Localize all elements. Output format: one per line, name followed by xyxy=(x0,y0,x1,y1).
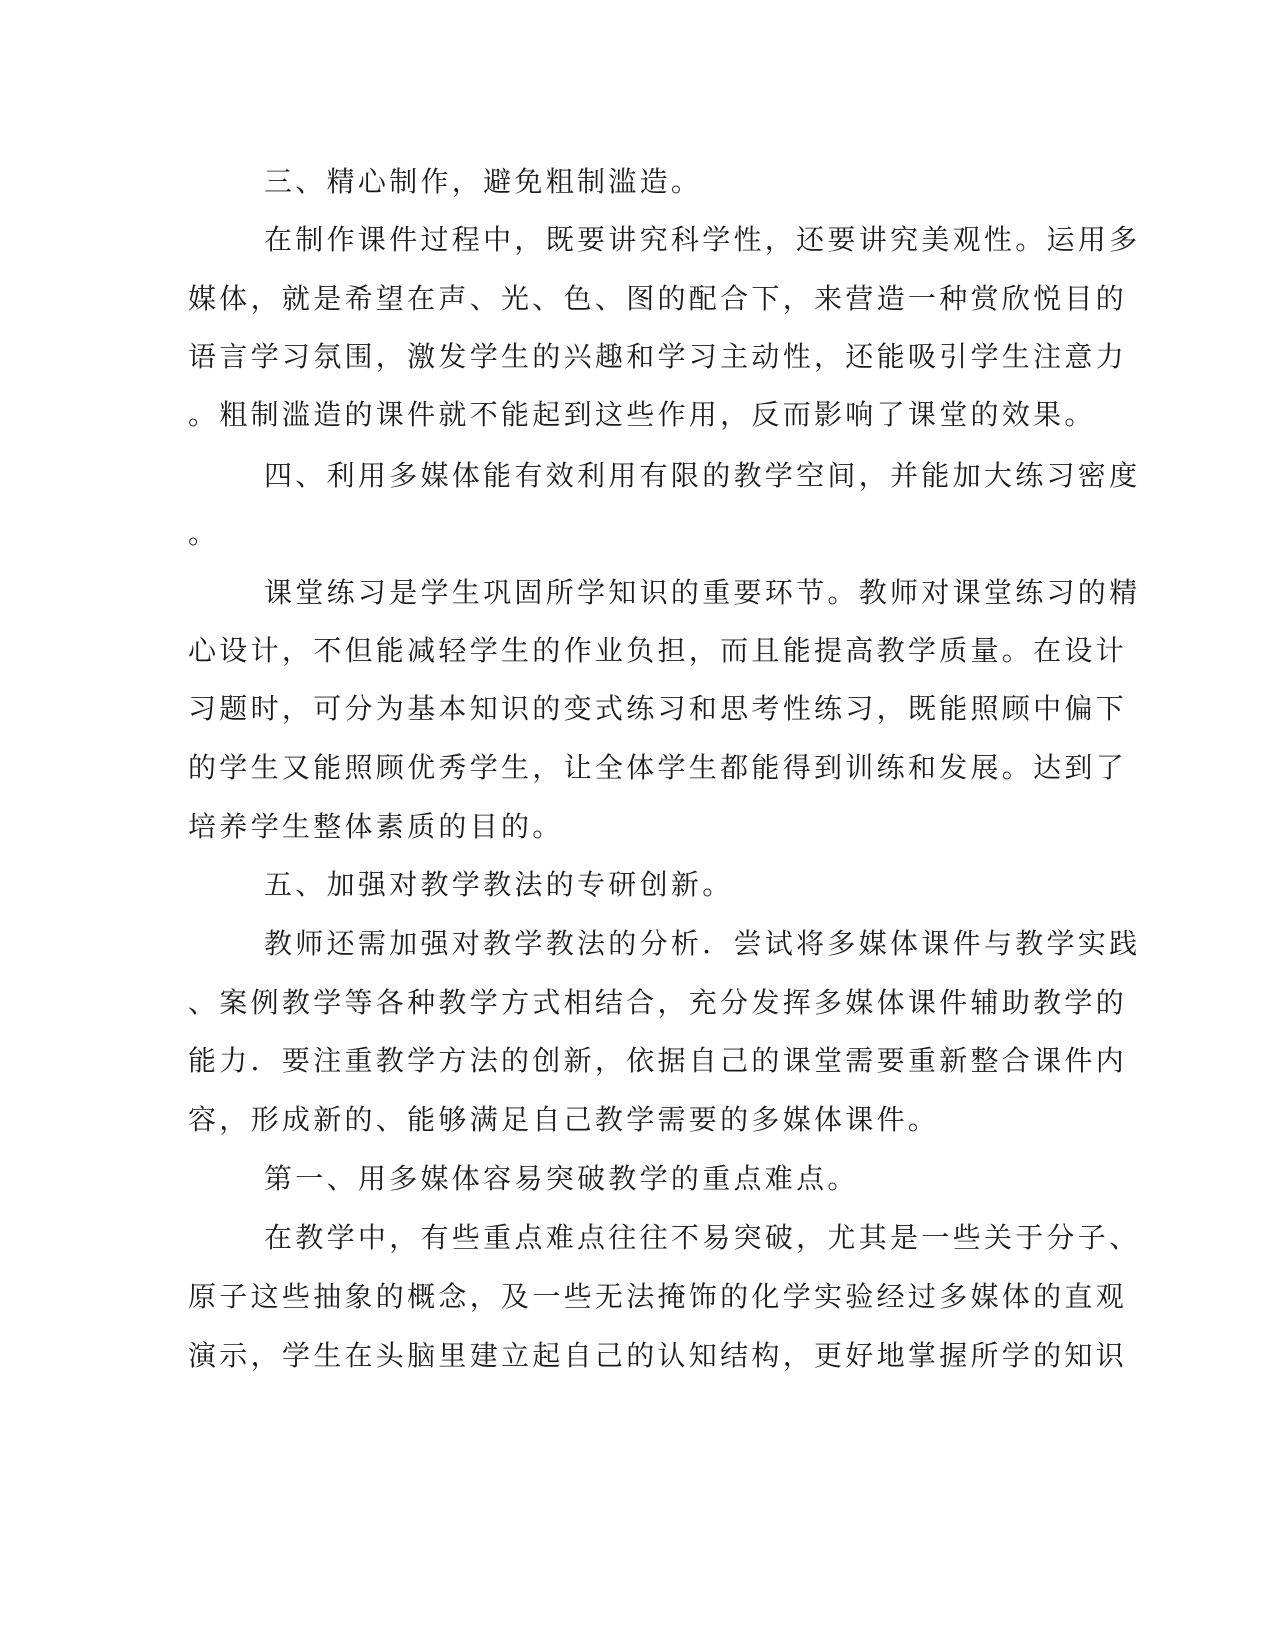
paragraph-line: 课堂练习是学生巩固所学知识的重要环节。教师对课堂练习的精 xyxy=(264,576,1141,609)
paragraph-line: 。 xyxy=(188,517,220,550)
paragraph-line: 心设计，不但能减轻学生的作业负担，而且能提高教学质量。在设计 xyxy=(188,634,1128,667)
paragraph-line: 在教学中，有些重点难点往往不易突破，尤其是一些关于分子、 xyxy=(264,1221,1141,1254)
paragraph-line: 容，形成新的、能够满足自己教学需要的多媒体课件。 xyxy=(188,1103,940,1136)
paragraph-line: 习题时，可分为基本知识的变式练习和思考性练习，既能照顾中偏下 xyxy=(188,692,1128,725)
paragraph-line: 原子这些抽象的概念，及一些无法掩饰的化学实验经过多媒体的直观 xyxy=(188,1280,1128,1313)
section-heading-4: 四、利用多媒体能有效利用有限的教学空间，并能加大练习密度 xyxy=(264,459,1141,492)
section-heading-3: 三、精心制作，避免粗制滥造。 xyxy=(264,165,703,198)
paragraph-line: 在制作课件过程中，既要讲究科学性，还要讲究美观性。运用多 xyxy=(264,223,1141,256)
paragraph-line: 。粗制滥造的课件就不能起到这些作用，反而影响了课堂的效果。 xyxy=(188,398,1096,431)
paragraph-line: 演示，学生在头脑里建立起自己的认知结构，更好地掌握所学的知识 xyxy=(188,1339,1128,1372)
paragraph-line: 、案例教学等各种教学方式相结合，充分发挥多媒体课件辅助教学的 xyxy=(188,986,1128,1019)
paragraph-line: 培养学生整体素质的目的。 xyxy=(188,810,564,843)
section-heading-5: 五、加强对教学教法的专研创新。 xyxy=(264,868,734,901)
paragraph-line: 教师还需加强对教学教法的分析．尝试将多媒体课件与教学实践 xyxy=(264,927,1141,960)
paragraph-line: 的学生又能照顾优秀学生，让全体学生都能得到训练和发展。达到了 xyxy=(188,751,1128,784)
section-heading-first: 第一、用多媒体容易突破教学的重点难点。 xyxy=(264,1162,859,1195)
paragraph-line: 媒体，就是希望在声、光、色、图的配合下，来营造一种赏欣悦目的 xyxy=(188,282,1128,315)
paragraph-line: 语言学习氛围，激发学生的兴趣和学习主动性，还能吸引学生注意力 xyxy=(188,340,1128,373)
paragraph-line: 能力．要注重教学方法的创新，依据自己的课堂需要重新整合课件内 xyxy=(188,1044,1128,1077)
